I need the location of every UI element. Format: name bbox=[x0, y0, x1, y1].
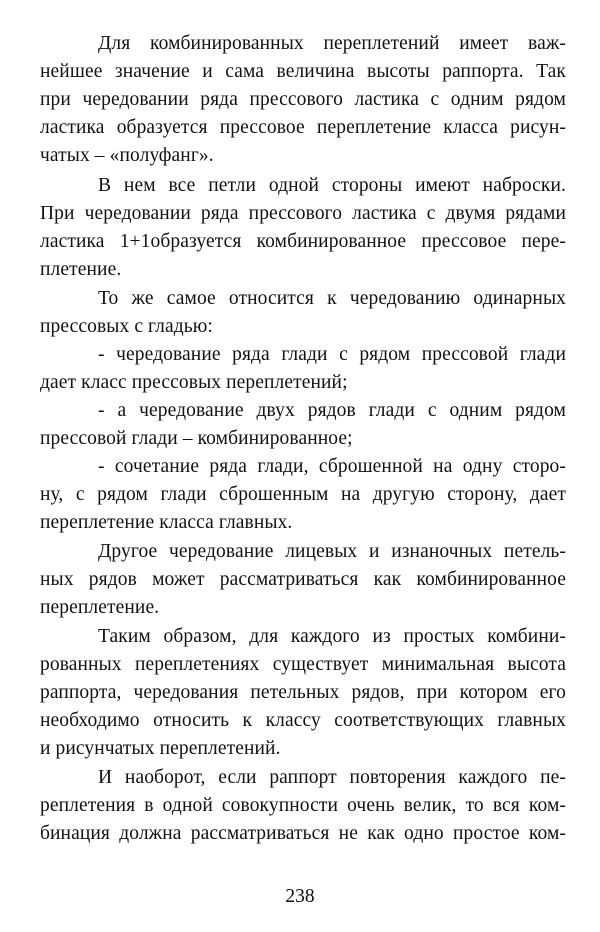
list-item-line: переплетение класса главных. bbox=[40, 512, 293, 533]
text-line: Другое чередование лицевых и изнаночных петель- bbox=[98, 541, 566, 562]
text-line: ластика образуется прессовое переплетение класса рисун- bbox=[40, 117, 566, 138]
text-line: И наоборот, если раппорт повторения каждого пе- bbox=[98, 767, 566, 788]
list-item-line: дает класс прессовых переплетений; bbox=[40, 372, 348, 393]
list-item-line: ну, с рядом глади сброшенным на другую сторону, дает bbox=[40, 484, 566, 505]
text-line: рованных переплетениях существует минимальная высота bbox=[40, 654, 566, 675]
text-line: В нем все петли одной стороны имеют наброски. bbox=[98, 175, 566, 196]
text-line: чатых – «полуфанг». bbox=[40, 145, 214, 166]
text-line: раппорта, чередования петельных рядов, при котором его bbox=[40, 682, 566, 703]
text-line: То же самое относится к чередованию одинарных bbox=[98, 288, 566, 309]
text-line: ластика 1+1образуется комбинированное прессовое пере- bbox=[40, 231, 566, 252]
text-line: При чередовании ряда прессового ластика с двумя рядами bbox=[40, 203, 566, 224]
list-item-line: - чередование ряда глади с рядом прессовой глади bbox=[98, 344, 566, 365]
text-line: Таким образом, для каждого из простых комбини- bbox=[98, 626, 566, 647]
text-line: при чередовании ряда прессового ластика с одним рядом bbox=[40, 89, 566, 110]
text-line: реплетения в одной совокупности очень велик, то вся ком- bbox=[40, 795, 566, 816]
text-line: и рисунчатых переплетений. bbox=[40, 738, 281, 759]
text-line: прессовых с гладью: bbox=[40, 316, 213, 337]
page-number: 238 bbox=[285, 886, 315, 907]
text-line: бинация должна рассматриваться не как одно простое ком- bbox=[40, 823, 566, 844]
text-line: переплетение. bbox=[40, 597, 160, 618]
list-item-line: - сочетание ряда глади, сброшенной на одну сторо- bbox=[98, 456, 566, 477]
list-item-line: прессовой глади – комбинированное; bbox=[40, 428, 353, 449]
text-line: Для комбинированных переплетений имеет важ- bbox=[98, 33, 566, 54]
text-line: плетение. bbox=[40, 259, 122, 280]
text-line: ных рядов может рассматриваться как комбинированное bbox=[40, 569, 566, 590]
text-line: нейшее значение и сама величина высоты раппорта. Так bbox=[40, 61, 566, 82]
list-item-line: - а чередование двух рядов глади с одним рядом bbox=[98, 400, 566, 421]
text-line: необходимо относить к классу соответствующих главных bbox=[40, 710, 566, 731]
